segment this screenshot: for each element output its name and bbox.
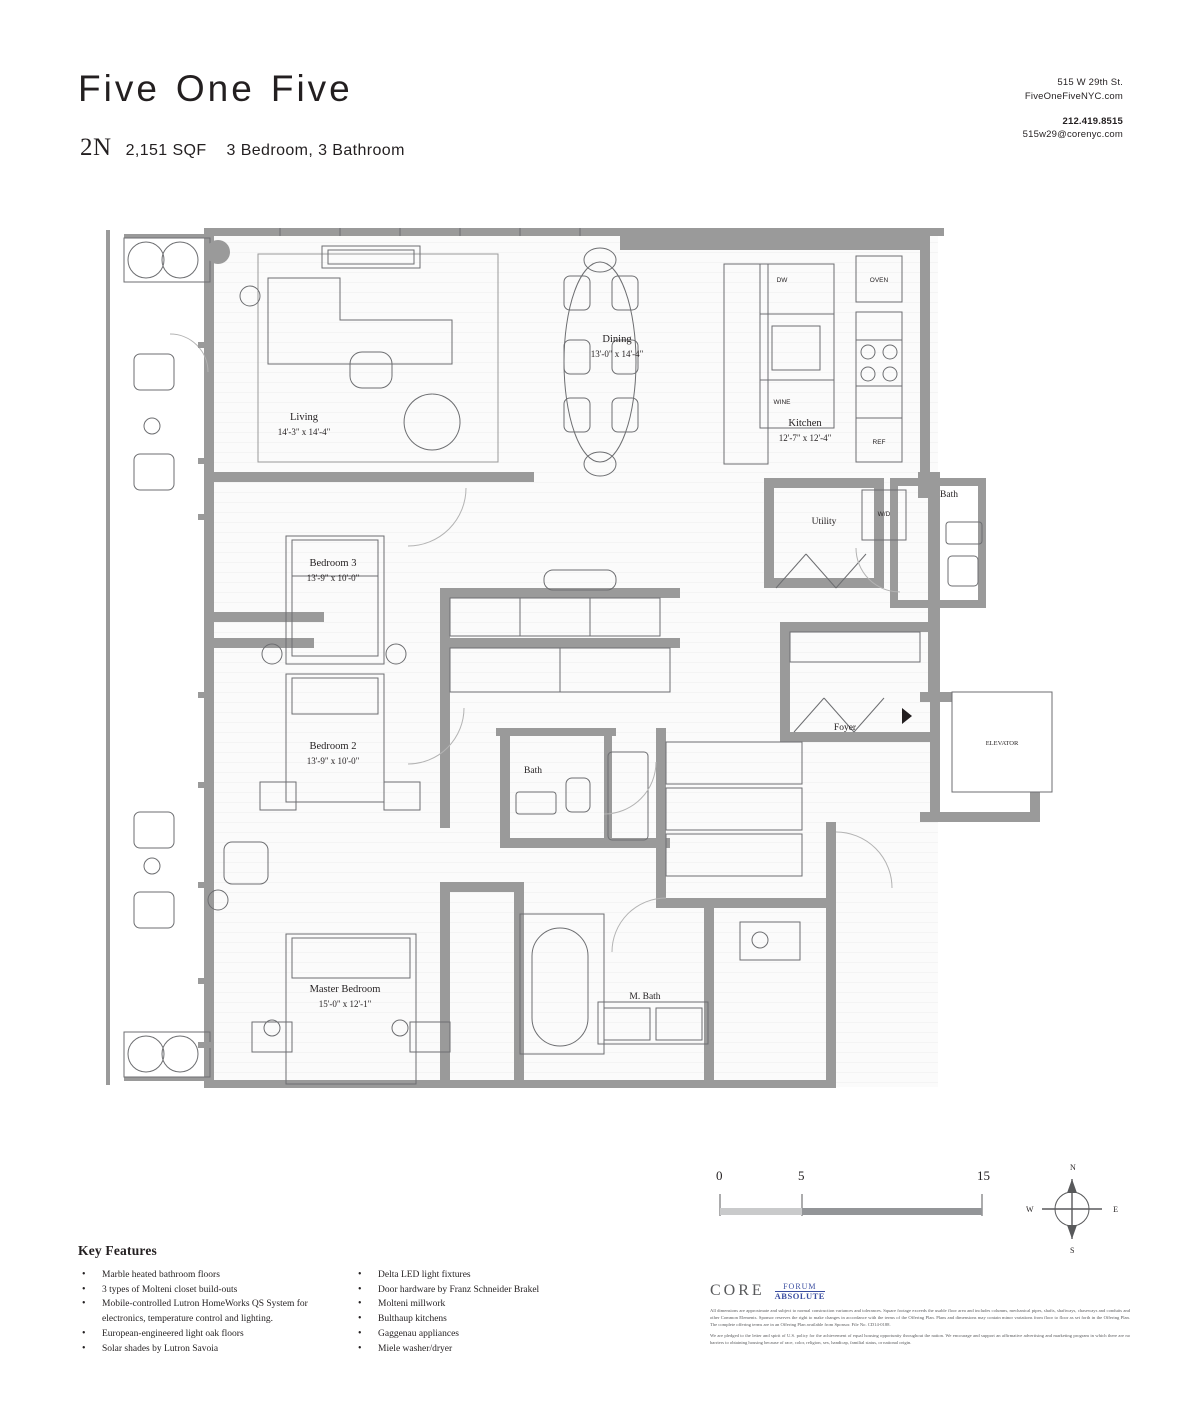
svg-text:13'-9" x 10'-0": 13'-9" x 10'-0" [306, 573, 360, 583]
key-features-list [80, 1268, 640, 1356]
svg-text:13'-9" x 10'-0": 13'-9" x 10'-0" [306, 756, 360, 766]
list-item: • Marble heated bathroom floors [80, 1268, 330, 1283]
scale-tick-15: 15 [977, 1168, 990, 1183]
scale-bar [712, 1168, 1002, 1238]
room-label-foyer: Foyer [833, 723, 857, 733]
compass-rose [1028, 1165, 1116, 1253]
compass-north: N [1070, 1163, 1076, 1172]
brand-word-2: One [175, 68, 255, 109]
svg-text:14'-3" x 14'-4": 14'-3" x 14'-4" [277, 427, 331, 437]
forum-logo-line-2: ABSOLUTE [774, 1290, 825, 1301]
brand-word-1: Five [78, 68, 160, 109]
brand-word-3: Five [270, 68, 353, 109]
core-logo: CORE [710, 1282, 765, 1299]
legal-disclaimer [710, 1308, 1130, 1350]
list-item: • Mobile-controlled Lutron HomeWorks QS System for electronics, temperature control and lighting. [80, 1297, 330, 1326]
compass-west: W [1026, 1205, 1034, 1214]
svg-text:15'-0" x 12'-1": 15'-0" x 12'-1" [318, 999, 372, 1009]
list-item: • 3 types of Molteni closet build-outs [80, 1283, 330, 1298]
room-label-utility: Utility [811, 517, 837, 527]
contact-email[interactable]: 515w29@corenyc.com [1022, 129, 1123, 141]
room-label-bath-2: Bath [524, 766, 542, 776]
forum-absolute-logo [775, 1283, 825, 1301]
wd-label: W/D [877, 511, 891, 518]
list-item: • Solar shades by Lutron Savoia [80, 1342, 330, 1357]
wine-label: WINE [773, 399, 791, 406]
legal-paragraph-1: All dimensions are approximate and subject to normal construction variances and tolerances. Square footage exceeds the usable floor area and includes columns, mechanical pipes, shafts, shaftways, chaseways and conduits and other Common Elements. Sponsor reserves the right to make changes in accordance with the terms of the Offering Plan. Plans and dimensions may contain minor variations from floor to floor as set forth in the Offering Plan. The complete offering terms are in an Offering Plan available from Sponsor. File No. CD14-0188. [710, 1308, 1130, 1327]
compass-graphic [1028, 1165, 1116, 1253]
elevator-label: ELEVATOR [985, 740, 1019, 747]
list-item: • European-engineered light oak floors [80, 1327, 330, 1342]
list-item: • Delta LED light fixtures [356, 1268, 586, 1283]
svg-text:Bedroom 2: Bedroom 2 [309, 741, 357, 752]
contact-block [1023, 76, 1123, 142]
room-label-bath-1: Bath [940, 490, 958, 500]
scale-tick-labels [712, 1168, 1002, 1186]
list-item: • Bulthaup kitchens [356, 1312, 586, 1327]
key-features-column-2 [356, 1268, 586, 1356]
unit-size: 2,151 SQF [125, 142, 207, 159]
oven-label: OVEN [869, 277, 889, 284]
scale-tick-0: 0 [716, 1168, 723, 1183]
compass-south: S [1070, 1246, 1075, 1255]
svg-text:Kitchen: Kitchen [788, 418, 822, 429]
dw-label: DW [776, 277, 788, 284]
svg-text:Master Bedroom: Master Bedroom [309, 984, 381, 995]
ref-label: REF [872, 439, 886, 446]
svg-text:Bedroom 3: Bedroom 3 [309, 558, 357, 569]
floor-plan [100, 222, 1110, 1102]
list-item: • Door hardware by Franz Schneider Brakel [356, 1283, 586, 1298]
svg-text:13'-0" x 14'-4": 13'-0" x 14'-4" [590, 349, 644, 359]
svg-text:Living: Living [290, 412, 318, 423]
list-item: • Miele washer/dryer [356, 1342, 586, 1357]
list-item: • Gaggenau appliances [356, 1327, 586, 1342]
key-features-title: Key Features [78, 1243, 158, 1258]
contact-phone: 212.419.8515 [1062, 115, 1123, 127]
brand-title [78, 68, 369, 110]
forum-logo-line-1: FORUM [783, 1281, 817, 1291]
unit-id: 2N [80, 134, 112, 161]
scale-bar-graphic [712, 1186, 1002, 1230]
compass-east: E [1113, 1205, 1118, 1214]
unit-config: 3 Bedroom, 3 Bathroom [226, 142, 405, 159]
svg-text:Dining: Dining [602, 334, 632, 345]
list-item: • Molteni millwork [356, 1297, 586, 1312]
scale-tick-5: 5 [798, 1168, 805, 1183]
room-label-master-bath: M. Bath [629, 992, 661, 1002]
unit-summary [80, 134, 405, 162]
key-features-column-1 [80, 1268, 330, 1356]
footer-logos [710, 1282, 825, 1300]
contact-address: 515 W 29th St. [1057, 77, 1123, 88]
legal-paragraph-2: We are pledged to the letter and spirit of U.S. policy for the achievement of equal housing opportunity throughout the nation. We encourage and support an affirmative advertising and marketing program in which there are no barriers to obtaining housing because of race, color, religion, sex, handicap, familial status, or national origin. [710, 1332, 1130, 1345]
contact-website[interactable]: FiveOneFiveNYC.com [1024, 90, 1123, 102]
svg-text:12'-7" x 12'-4": 12'-7" x 12'-4" [778, 433, 832, 443]
elevator-car [952, 692, 1052, 792]
